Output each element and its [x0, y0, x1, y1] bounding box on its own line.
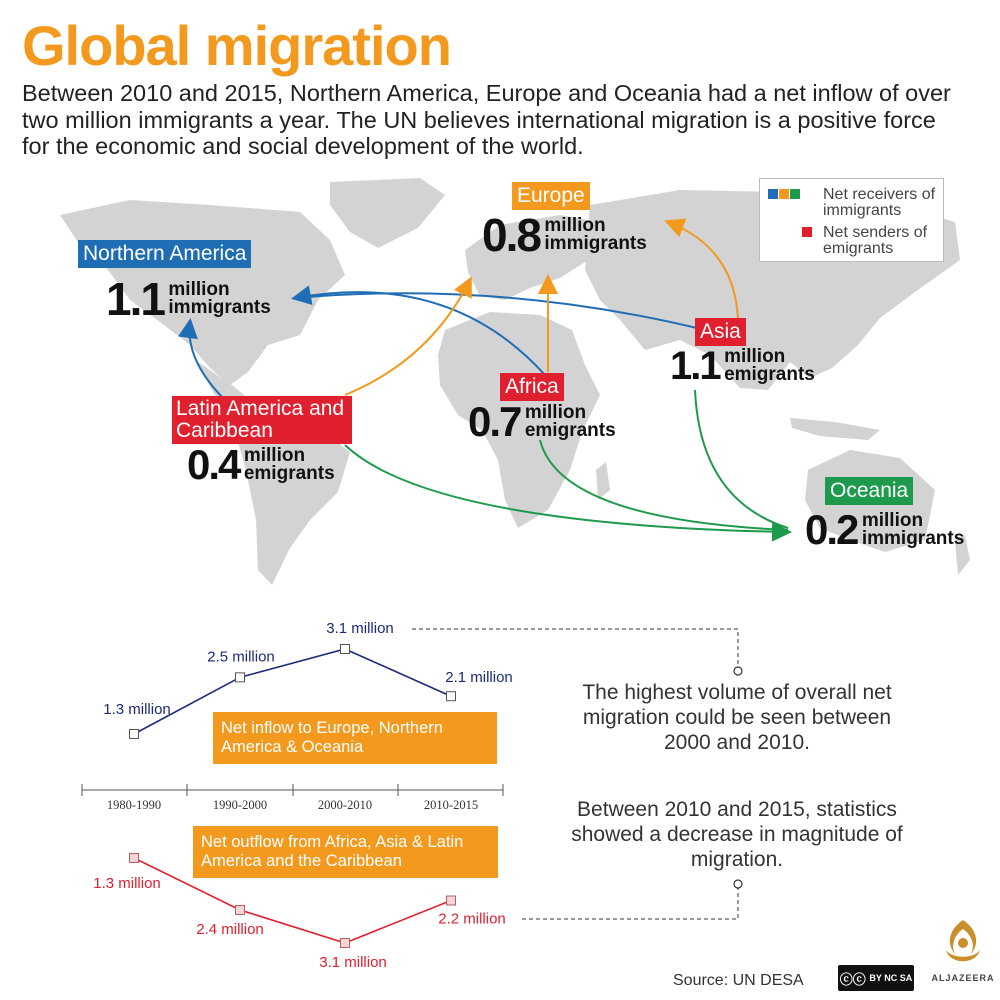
note-decrease: Between 2010 and 2015, statistics showed a decrease in magnitude of migration.	[571, 798, 903, 871]
data-label: 3.1 million	[326, 620, 394, 637]
region-value: 1.1	[106, 273, 164, 325]
series-label-outflow: Net outflow from Africa, Asia & Latin America and the Caribbean	[193, 826, 498, 878]
unit-line-1: million	[861, 510, 924, 531]
region-name: Asia	[695, 318, 746, 346]
region-name: Europe	[512, 182, 590, 210]
region-value: 0.8	[482, 209, 540, 261]
region-name: Latin America and Caribbean	[172, 396, 352, 444]
unit-line-2: immigrants	[168, 297, 271, 318]
callout-dot-top	[734, 667, 742, 675]
cc-license-text: BY NC SA	[869, 973, 913, 983]
aljazeera-logo	[928, 915, 998, 995]
x-tick-label: 2000-2010	[317, 798, 373, 812]
region-name: Northern America	[78, 240, 251, 268]
series-group	[93, 620, 513, 971]
source-text: Source: UN DESA	[673, 972, 804, 989]
unit-line-1: million	[243, 445, 306, 466]
data-point	[130, 854, 139, 863]
data-label: 2.1 million	[445, 669, 513, 687]
data-point	[130, 730, 139, 739]
unit-line-1: million	[168, 279, 230, 300]
x-tick-label: 1990-2000	[212, 798, 268, 812]
intro-text: Between 2010 and 2015, Northern America, Europe and Oceania had a net inflow of over two million immigrants a year. The UN believes international migration is a positive force for the economic and social development of the world.	[22, 80, 951, 159]
data-label: 1.3 million	[103, 701, 171, 718]
legend-senders-label: Net senders of emigrants	[823, 224, 928, 257]
x-tick-label: 1980-1990	[106, 798, 162, 812]
data-label: 2.5 million	[207, 648, 275, 666]
data-point	[447, 692, 456, 701]
x-tick-label: 2010-2015	[423, 798, 479, 812]
region-name: Oceania	[825, 477, 913, 505]
callout-connector-top	[412, 629, 738, 666]
cc-license-badge	[838, 965, 914, 991]
unit-line-1: million	[524, 402, 587, 423]
series-label-inflow: Net inflow to Europe, Northern America & Oceania	[213, 712, 497, 764]
unit-line-2: emigrants	[724, 364, 815, 385]
unit-line-1: million	[724, 346, 786, 367]
unit-line-2: emigrants	[524, 420, 616, 441]
callout-dot-bottom	[734, 880, 742, 888]
legend-receivers-label: Net receivers of immigrants	[823, 186, 936, 219]
unit-line-2: immigrants	[544, 233, 647, 254]
data-point	[447, 896, 456, 905]
cc-icon: ⓒⓒ	[839, 971, 866, 987]
region-name: Africa	[500, 373, 564, 401]
data-point	[341, 645, 350, 654]
region-value: 0.2	[805, 506, 858, 553]
data-label: 2.2 million	[438, 910, 506, 928]
data-point	[341, 939, 350, 948]
aljazeera-logo-icon	[928, 915, 998, 975]
region-value: 1.1	[670, 344, 720, 388]
unit-line-2: immigrants	[861, 528, 965, 549]
region-value: 0.7	[468, 398, 521, 445]
region-value: 0.4	[187, 441, 240, 488]
page-title: Global migration	[22, 14, 451, 77]
note-highest-volume: The highest volume of overall net migration could be seen between 2000 and 2010.	[582, 681, 892, 754]
x-axis	[82, 784, 503, 812]
data-label: 1.3 million	[93, 875, 161, 892]
data-label: 3.1 million	[319, 954, 387, 971]
data-point	[236, 905, 245, 914]
logo-text: ALJAZEERA	[931, 973, 995, 983]
unit-line-2: emigrants	[243, 463, 335, 484]
data-point	[236, 673, 245, 682]
data-label: 2.4 million	[196, 920, 264, 938]
unit-line-1: million	[544, 215, 606, 236]
callout-connector-bottom	[522, 888, 738, 919]
